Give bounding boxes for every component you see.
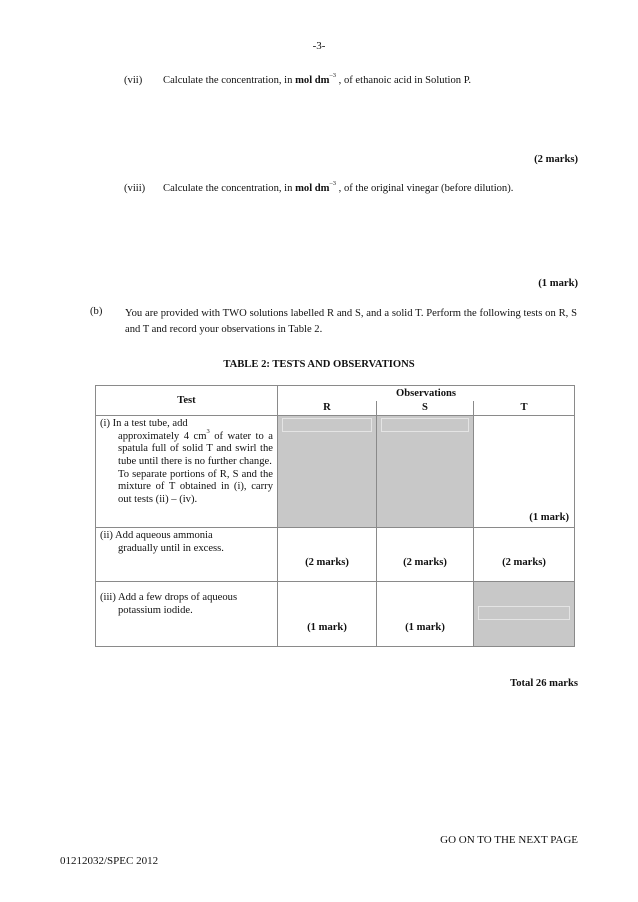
header-test: Test xyxy=(96,386,278,416)
mark-ii-r: (2 marks) xyxy=(278,528,377,582)
question-vii-text-before: Calculate the concentration, in xyxy=(163,75,296,86)
test-i-line2b: of water to a spatula full of solid T and swirl the tube until there is no further change. xyxy=(118,430,273,467)
test-ii-line2: gradually until in excess. xyxy=(118,543,224,555)
table-title: TABLE 2: TESTS AND OBSERVATIONS xyxy=(223,359,415,370)
question-vii-unit: mol dm xyxy=(295,75,330,86)
part-b-text: You are provided with TWO solutions labelled R and S, and a solid T. Perform the following tests on R, S and T and record your observations in Table 2. xyxy=(125,308,577,335)
mark-ii-t: (2 marks) xyxy=(474,528,575,582)
table-row-test-iii xyxy=(96,582,575,647)
question-viii-text-before: Calculate the concentration, in xyxy=(163,183,296,194)
page-number: -3- xyxy=(312,40,326,52)
test-i-line2a: approximately 4 cm xyxy=(118,430,207,442)
question-vii-text xyxy=(163,72,472,86)
header-observations: Observations xyxy=(278,386,575,401)
mark-iii-s: (1 mark) xyxy=(377,582,474,647)
question-viii-marks: (1 mark) xyxy=(538,278,578,289)
test-i-line1: (i) In a test tube, add xyxy=(100,418,188,430)
question-vii-exponent: –3 xyxy=(329,72,337,79)
question-viii-number: (viii) xyxy=(124,183,146,194)
test-i-instruction xyxy=(100,427,273,469)
test-iii-line1: (iii) Add a few drops of aqueous xyxy=(100,592,238,604)
question-viii-unit: mol dm xyxy=(295,183,330,194)
test-ii-line1: (ii) Add aqueous ammonia xyxy=(100,530,213,542)
header-col-s: S xyxy=(377,401,474,416)
table-row-test-ii xyxy=(96,528,575,582)
total-marks: Total 26 marks xyxy=(510,678,578,689)
mark-ii-s: (2 marks) xyxy=(377,528,474,582)
next-page-note: GO ON TO THE NEXT PAGE xyxy=(440,834,578,846)
test-i-line3: To separate portions of R, S and the mixture of T obtained in (i), carry out tests (ii) – (iv). xyxy=(118,468,273,505)
test-i-sup: 3 xyxy=(206,427,210,435)
shaded-cell-i-r xyxy=(278,416,377,528)
question-viii-text xyxy=(163,180,514,194)
mark-i-t: (1 mark) xyxy=(474,416,575,528)
mark-iii-r: (1 mark) xyxy=(278,582,377,647)
header-col-t: T xyxy=(474,401,575,416)
shaded-cell-i-s xyxy=(377,416,474,528)
question-viii-text-after: , of the original vinegar (before dilution). xyxy=(336,183,514,194)
header-col-r: R xyxy=(278,401,377,416)
footer-code: 01212032/SPEC 2012 xyxy=(60,855,159,867)
question-vii-marks: (2 marks) xyxy=(534,154,578,165)
observations-table xyxy=(95,385,575,647)
test-ii-cell xyxy=(96,528,278,582)
test-iii-cell xyxy=(96,582,278,647)
shaded-cell-iii-t xyxy=(474,582,575,647)
question-viii-exponent: –3 xyxy=(329,180,337,187)
question-vii-text-after: , of ethanoic acid in Solution P. xyxy=(336,75,472,86)
question-vii-number: (vii) xyxy=(124,75,143,86)
table-row-test-i xyxy=(96,416,575,528)
part-b-label: (b) xyxy=(90,306,103,317)
test-i-cell xyxy=(96,416,278,528)
test-iii-line2: potassium iodide. xyxy=(118,605,193,617)
